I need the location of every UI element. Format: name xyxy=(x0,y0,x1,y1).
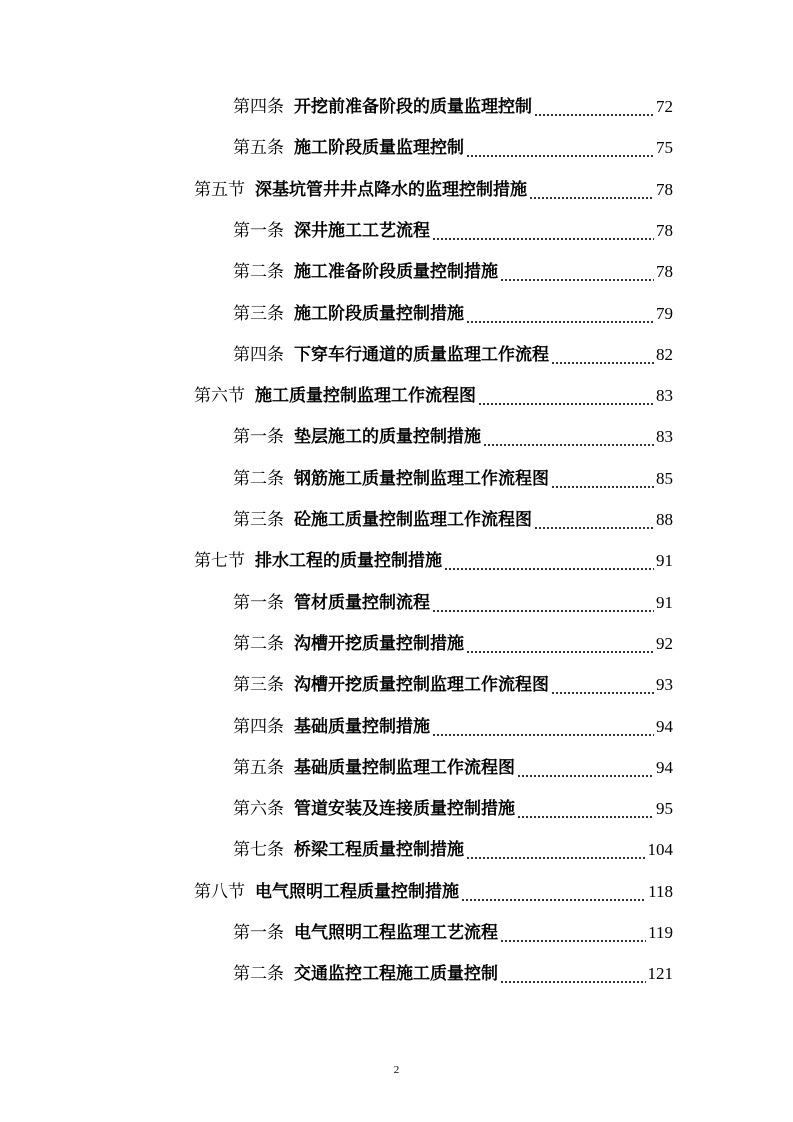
toc-article-entry[interactable] xyxy=(233,833,673,861)
toc-article-entry[interactable] xyxy=(233,751,673,779)
toc-entry-number: 第一条 xyxy=(233,923,284,943)
page-number: 2 xyxy=(393,1064,400,1076)
toc-article-entry[interactable] xyxy=(233,297,673,325)
toc-entry-number: 第四条 xyxy=(233,716,284,737)
toc-dot-leader xyxy=(529,179,654,201)
toc-entry-number: 第二条 xyxy=(233,633,284,654)
toc-dot-leader xyxy=(551,344,654,366)
toc-entry-number: 第六节 xyxy=(194,386,245,407)
toc-article-entry[interactable] xyxy=(233,586,673,614)
toc-entry-title: 施工质量控制监理工作流程图 xyxy=(255,386,476,407)
toc-dot-leader xyxy=(432,220,654,242)
toc-section-entry[interactable] xyxy=(194,379,673,407)
toc-section-entry[interactable] xyxy=(194,544,673,572)
toc-entry-title: 沟槽开挖质量控制监理工作流程图 xyxy=(294,675,549,696)
toc-entry-number: 第二条 xyxy=(233,468,284,489)
toc-entry-number: 第七节 xyxy=(194,551,245,572)
toc-entry-page: 79 xyxy=(656,303,673,323)
toc-entry-page: 78 xyxy=(656,262,673,282)
toc-dot-leader xyxy=(517,757,654,779)
toc-article-entry[interactable] xyxy=(233,214,673,242)
toc-entry-title: 开挖前准备阶段的质量监理控制 xyxy=(294,97,532,117)
toc-entry-number: 第二条 xyxy=(233,262,284,283)
toc-article-entry[interactable] xyxy=(233,420,673,448)
toc-dot-leader xyxy=(466,633,654,655)
toc-entry-page: 72 xyxy=(656,97,673,116)
toc-entry-title: 施工阶段质量控制措施 xyxy=(294,303,464,324)
toc-entry-title: 深基坑管井井点降水的监理控制措施 xyxy=(255,179,527,200)
toc-dot-leader xyxy=(483,426,654,448)
toc-entry-page: 75 xyxy=(656,138,673,158)
toc-entry-page: 94 xyxy=(656,757,673,777)
toc-entry-page: 91 xyxy=(656,592,673,612)
toc-entry-title: 施工阶段质量监理控制 xyxy=(294,138,464,159)
toc-article-entry[interactable] xyxy=(233,90,673,118)
toc-entry-title: 排水工程的质量控制措施 xyxy=(255,551,442,572)
toc-section-entry[interactable] xyxy=(194,173,673,201)
toc-article-entry[interactable] xyxy=(233,338,673,366)
toc-entry-number: 第三条 xyxy=(233,510,284,530)
toc-entry-title: 基础质量控制措施 xyxy=(294,716,430,737)
toc-article-entry[interactable] xyxy=(233,131,673,159)
toc-entry-number: 第一条 xyxy=(233,592,284,613)
toc-entry-number: 第三条 xyxy=(233,303,284,324)
toc-entry-number: 第一条 xyxy=(233,220,284,241)
toc-entry-title: 电气照明工程监理工艺流程 xyxy=(294,923,498,943)
toc-entry-page: 119 xyxy=(648,923,673,942)
toc-section-entry[interactable] xyxy=(194,875,673,903)
toc-entry-page: 104 xyxy=(647,840,673,860)
toc-dot-leader xyxy=(466,303,654,325)
toc-dot-leader xyxy=(432,592,654,614)
toc-entry-number: 第四条 xyxy=(233,344,284,365)
toc-entry-number: 第五条 xyxy=(233,138,284,159)
toc-entry-title: 基础质量控制监理工作流程图 xyxy=(294,757,515,778)
toc-entry-number: 第二条 xyxy=(233,964,284,985)
toc-entry-number: 第五节 xyxy=(194,179,245,200)
toc-entry-title: 垫层施工的质量控制措施 xyxy=(294,427,481,448)
toc-entry-title: 管材质量控制流程 xyxy=(294,592,430,613)
toc-entry-title: 下穿车行通道的质量监理工作流程 xyxy=(294,344,549,365)
toc-dot-leader xyxy=(432,716,654,738)
toc-article-entry[interactable] xyxy=(233,462,673,490)
toc-article-entry[interactable] xyxy=(233,916,673,944)
toc-dot-leader xyxy=(466,839,646,861)
toc-article-entry[interactable] xyxy=(233,792,673,820)
toc-entry-page: 92 xyxy=(656,633,673,653)
toc-entry-page: 94 xyxy=(656,716,673,736)
toc-article-entry[interactable] xyxy=(233,503,673,531)
toc-dot-leader xyxy=(500,261,654,283)
toc-dot-leader xyxy=(466,137,654,159)
toc-dot-leader xyxy=(551,468,654,490)
toc-dot-leader xyxy=(461,881,646,903)
toc-entry-page: 83 xyxy=(656,386,673,406)
toc-entry-number: 第八节 xyxy=(194,881,245,902)
toc-article-entry[interactable] xyxy=(233,710,673,738)
toc-article-entry[interactable] xyxy=(233,255,673,283)
toc-entry-number: 第四条 xyxy=(233,97,284,117)
toc-dot-leader xyxy=(500,963,646,985)
toc-dot-leader xyxy=(534,96,654,118)
toc-entry-number: 第七条 xyxy=(233,840,284,861)
toc-entry-page: 95 xyxy=(656,799,673,819)
toc-article-entry[interactable] xyxy=(233,957,673,985)
toc-entry-number: 第六条 xyxy=(233,799,284,820)
toc-article-entry[interactable] xyxy=(233,668,673,696)
toc-entry-page: 85 xyxy=(656,468,673,488)
toc-entry-title: 深井施工工艺流程 xyxy=(294,220,430,241)
toc-entry-title: 砼施工质量控制监理工作流程图 xyxy=(294,510,532,530)
toc-entry-number: 第五条 xyxy=(233,757,284,778)
toc-entry-page: 121 xyxy=(647,964,673,984)
toc-dot-leader xyxy=(534,509,654,531)
toc-entry-number: 第三条 xyxy=(233,675,284,696)
toc-dot-leader xyxy=(444,550,654,572)
toc-entry-page: 91 xyxy=(656,551,673,571)
toc-dot-leader xyxy=(500,922,646,944)
toc-entry-page: 78 xyxy=(656,179,673,199)
toc-entry-title: 电气照明工程质量控制措施 xyxy=(255,881,459,902)
toc-entry-page: 83 xyxy=(656,427,673,447)
toc-entry-page: 82 xyxy=(656,344,673,364)
toc-entry-title: 桥梁工程质量控制措施 xyxy=(294,840,464,861)
toc-dot-leader xyxy=(478,385,654,407)
toc-entry-title: 交通监控工程施工质量控制 xyxy=(294,964,498,985)
toc-entry-page: 78 xyxy=(656,220,673,240)
toc-entry-page: 93 xyxy=(656,675,673,695)
toc-entry-title: 管道安装及连接质量控制措施 xyxy=(294,799,515,820)
toc-entry-page: 88 xyxy=(656,510,673,529)
toc-dot-leader xyxy=(517,798,654,820)
toc-article-entry[interactable] xyxy=(233,627,673,655)
toc-entry-page: 118 xyxy=(648,881,673,901)
toc-entry-title: 施工准备阶段质量控制措施 xyxy=(294,262,498,283)
toc-entry-number: 第一条 xyxy=(233,427,284,448)
toc-entry-title: 钢筋施工质量控制监理工作流程图 xyxy=(294,468,549,489)
toc-dot-leader xyxy=(551,674,654,696)
toc-entry-title: 沟槽开挖质量控制措施 xyxy=(294,633,464,654)
